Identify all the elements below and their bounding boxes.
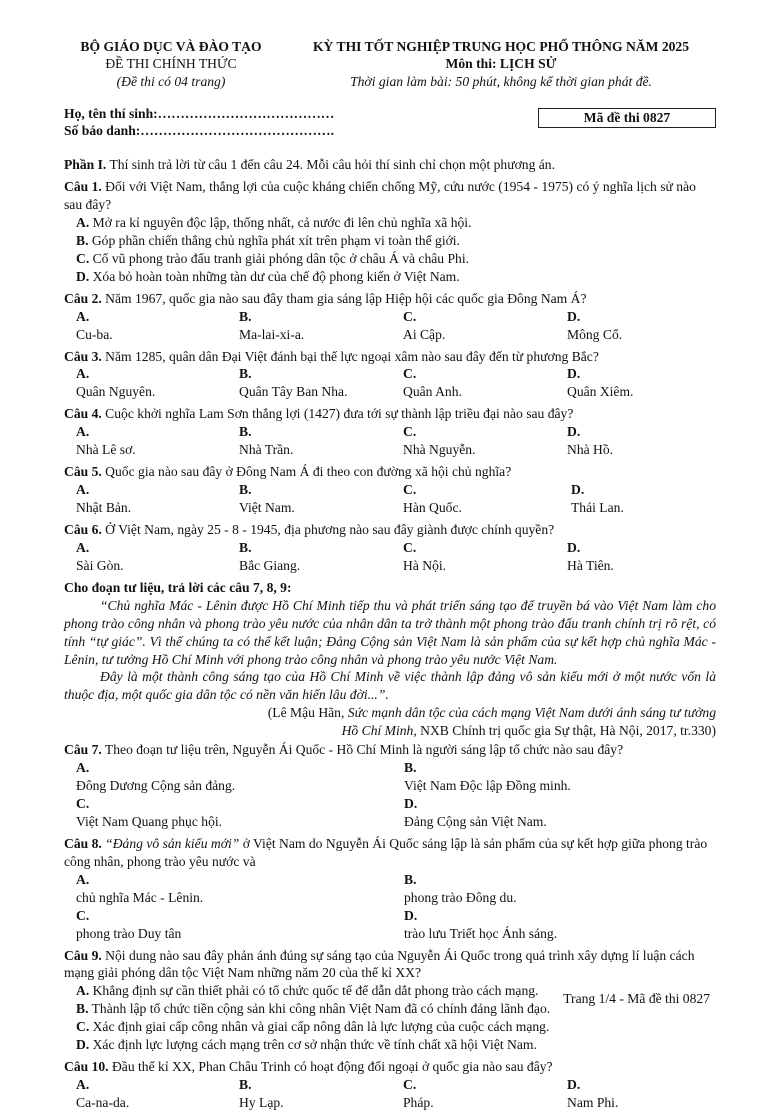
question-text: [64, 178, 716, 214]
question-4: [64, 405, 716, 459]
option-text: Việt Nam Quang phục hội.: [76, 813, 223, 829]
option-b: [64, 232, 716, 250]
option-text: Nam Phi.: [567, 1095, 619, 1111]
option-b: [239, 539, 403, 575]
option-letter: D.: [567, 424, 581, 440]
options-row-2: [64, 795, 716, 831]
option-text: Pháp.: [403, 1095, 434, 1111]
option-c: [403, 365, 567, 401]
passage-source-line-2: [64, 722, 716, 740]
options: [64, 308, 716, 344]
question-8: [64, 835, 716, 943]
option-letter: B.: [76, 1001, 89, 1017]
option-letter: A.: [76, 482, 90, 498]
question-body: Cuộc khởi nghĩa Lam Sơn thắng lợi (1427) đưa tới sự thành lập triều đại nào sau đây?: [101, 406, 574, 422]
options-row-2: [64, 907, 716, 943]
option-letter: C.: [76, 907, 90, 923]
option-b: [404, 759, 732, 795]
candidate-id-field: Số báo danh:…………………………………….: [64, 123, 335, 139]
option-d: [64, 1036, 716, 1054]
source-title: Sức mạnh dân tộc của cách mạng Việt Nam dưới ánh sáng tư tưởng: [347, 705, 716, 721]
option-text: Quân Tây Ban Nha.: [239, 384, 348, 400]
question-label: Câu 5.: [64, 464, 102, 480]
option-letter: D.: [567, 308, 581, 324]
question-text: [64, 290, 716, 308]
option-letter: B.: [404, 760, 417, 776]
option-letter: C.: [403, 482, 417, 498]
option-c: [76, 795, 404, 831]
options: [64, 1076, 716, 1112]
part-1-instruction: [64, 156, 716, 174]
option-text: Hà Nội.: [403, 557, 447, 573]
option-text: Nhà Hồ.: [567, 442, 614, 458]
option-letter: B.: [239, 424, 252, 440]
option-letter: B.: [239, 366, 252, 382]
option-letter: C.: [403, 539, 417, 555]
option-letter: B.: [404, 871, 417, 887]
candidate-lines: [64, 106, 334, 140]
part-label: Phần I.: [64, 157, 107, 173]
option-letter: C.: [403, 366, 417, 382]
passage-paragraph-2: Đây là một thành công sáng tạo của Hồ Chí Minh về việc thành lập đảng vô sản kiểu mới ở một nước vốn là thuộc địa, một quốc gia dân tộc có nền văn hiến lâu đời...”.: [64, 669, 716, 703]
options: [64, 423, 716, 459]
exam-title: KỲ THI TỐT NGHIỆP TRUNG HỌC PHỔ THÔNG NĂM 2025: [312, 39, 690, 54]
passage-paragraph-1: “Chủ nghĩa Mác - Lênin được Hồ Chí Minh tiếp thu và phát triển sáng tạo để truyền bá vào Việt Nam làm cho phong trào công nhân và phong trào yêu nước của nhân dân ta trở thành một phong trào đấu tranh chính trị rõ rệt, có tính “tự giác”. Vì thế chúng ta có thể kết luận; Đảng Cộng sản Việt Nam là sản phẩm của sự kết hợp chủ nghĩa Mác - Lênin, tư tưởng Hồ Chí Minh với phong trào công nhân và phong trào yêu nước Việt Nam.: [64, 597, 716, 667]
option-c: [403, 308, 567, 344]
option-letter: D.: [567, 1077, 581, 1093]
question-label: Câu 10.: [64, 1059, 109, 1075]
time-note: Thời gian làm bài: 50 phút, không kể thời gian phát đề.: [350, 73, 652, 89]
option-text: Việt Nam.: [239, 500, 295, 516]
question-body: Năm 1967, quốc gia nào sau đây tham gia sáng lập Hiệp hội các quốc gia Đông Nam Á?: [101, 290, 587, 306]
option-text: Mở ra kỉ nguyên độc lập, thống nhất, cả nước đi lên chủ nghĩa xã hội.: [89, 214, 472, 230]
question-text: [64, 348, 716, 366]
option-d: [567, 308, 731, 344]
question-text: [64, 521, 716, 539]
options-row-1: [64, 871, 716, 907]
option-c: [76, 907, 404, 943]
question-label: Câu 7.: [64, 742, 102, 758]
option-text: Ma-lai-xi-a.: [239, 326, 305, 342]
option-letter: A.: [76, 424, 90, 440]
official-exam-label: ĐỀ THI CHÍNH THỨC: [105, 56, 237, 72]
exam-header: [64, 38, 716, 90]
source-publisher: , NXB Chính trị quốc gia Sự thật, Hà Nội, 2017, tr.330): [413, 723, 716, 739]
option-text: Nhà Lê sơ.: [76, 442, 136, 458]
option-text: Đông Dương Cộng sản đảng.: [76, 778, 236, 794]
page-footer: Trang 1/4 - Mã đề thi 0827: [563, 991, 710, 1006]
question-body: Nội dung nào sau đây phản ánh đúng sự sáng tạo của Nguyễn Ái Quốc trong quá trình xây dựng lí luận cách mạng giải phóng dân tộc Việt Nam những năm 20 của thế kỉ XX?: [64, 947, 695, 981]
subject: Môn thi: LỊCH SỬ: [445, 56, 557, 72]
option-a: [76, 308, 239, 344]
option-c: [403, 1076, 567, 1112]
question-text: [64, 1058, 716, 1076]
question-label: Câu 9.: [64, 947, 102, 963]
option-letter: B.: [239, 539, 252, 555]
option-text: Quân Anh.: [403, 384, 462, 400]
question-label: Câu 4.: [64, 406, 102, 422]
option-text: Nhà Nguyễn.: [403, 442, 476, 458]
question-1: [64, 178, 716, 286]
source-title-end: Hồ Chí Minh: [341, 723, 414, 739]
option-text: Sài Gòn.: [76, 557, 124, 573]
option-text: Ai Cập.: [403, 326, 446, 342]
passage-intro: Cho đoạn tư liệu, trả lời các câu 7, 8, 9:: [64, 579, 292, 595]
option-a: [76, 423, 239, 459]
ministry-name: BỘ GIÁO DỤC VÀ ĐÀO TẠO: [80, 39, 262, 54]
option-text: Cổ vũ phong trào đấu tranh giải phóng dân tộc ở châu Á và châu Phi.: [89, 250, 470, 266]
candidate-name-field: Họ, tên thí sinh:…………………………………: [64, 106, 335, 122]
option-d: [404, 907, 732, 943]
question-text: [64, 947, 716, 983]
question-10: [64, 1058, 716, 1112]
option-letter: A.: [76, 366, 90, 382]
option-letter: A.: [76, 983, 90, 999]
question-body: Theo đoạn tư liệu trên, Nguyễn Ái Quốc - Hồ Chí Minh là người sáng lập tổ chức nào sau đây?: [101, 742, 624, 758]
option-text: Hà Tiên.: [567, 557, 614, 573]
question-body: ở Việt Nam do Nguyễn Ái Quốc sáng lập là sản phẩm của sự kết hợp giữa phong trào công nhân, phong trào yêu nước và: [64, 835, 708, 869]
option-letter: A.: [76, 760, 90, 776]
option-d: [404, 795, 732, 831]
option-letter: D.: [571, 482, 585, 498]
option-d: [567, 1076, 731, 1112]
question-7: [64, 741, 716, 831]
option-b: [239, 481, 403, 517]
exam-code-box: Mã đề thi 0827: [538, 108, 716, 128]
question-text: [64, 741, 716, 759]
part-instruction: Thí sinh trả lời từ câu 1 đến câu 24. Mỗi câu hỏi thí sinh chỉ chọn một phương án.: [106, 157, 555, 173]
option-a: [76, 481, 239, 517]
option-text: Hàn Quốc.: [403, 500, 462, 516]
option-text: Nhật Bản.: [76, 500, 132, 516]
options: [64, 481, 716, 517]
question-3: [64, 348, 716, 402]
option-d: [567, 481, 735, 517]
option-text: Quân Xiêm.: [567, 384, 634, 400]
option-text: Đảng Cộng sản Việt Nam.: [404, 813, 547, 829]
option-text: Thành lập tổ chức tiền cộng sản khi công nhân Việt Nam đã có chính đảng lãnh đạo.: [88, 1001, 551, 1017]
question-body: Quốc gia nào sau đây ở Đông Nam Á đi theo con đường xã hội chủ nghĩa?: [101, 464, 512, 480]
question-quote: “Đảng vô sản kiểu mới”: [101, 835, 240, 851]
question-text: [64, 463, 716, 481]
options: [64, 539, 716, 575]
option-text: Cu-ba.: [76, 326, 113, 342]
question-text: [64, 835, 716, 871]
option-text: Xác định giai cấp công nhân và giai cấp nông dân là lực lượng của cuộc cách mạng.: [89, 1019, 550, 1035]
option-letter: C.: [403, 424, 417, 440]
option-c: [403, 423, 567, 459]
option-letter: C.: [76, 250, 90, 266]
option-text: Góp phần chiến thắng chủ nghĩa phát xít trên phạm vi toàn thế giới.: [88, 232, 460, 248]
option-a: [64, 214, 716, 232]
option-letter: D.: [404, 907, 418, 923]
question-body: Đầu thế kỉ XX, Phan Châu Trinh có hoạt động đối ngoại ở quốc gia nào sau đây?: [108, 1059, 553, 1075]
option-a: [76, 871, 404, 907]
source-passage: [64, 579, 716, 740]
option-text: phong trào Duy tân: [76, 925, 182, 941]
question-text: [64, 405, 716, 423]
options: [64, 214, 716, 286]
question-2: [64, 290, 716, 344]
option-letter: C.: [76, 1019, 90, 1035]
option-letter: B.: [239, 1077, 252, 1093]
option-text: phong trào Đông du.: [404, 889, 517, 905]
option-text: chủ nghĩa Mác - Lênin.: [76, 889, 204, 905]
option-b: [239, 308, 403, 344]
candidate-info: [64, 106, 716, 140]
option-text: Quân Nguyên.: [76, 384, 156, 400]
option-a: [76, 759, 404, 795]
option-letter: D.: [567, 366, 581, 382]
option-b: [404, 871, 732, 907]
option-letter: D.: [76, 268, 90, 284]
question-body: Đối với Việt Nam, thắng lợi của cuộc kháng chiến chống Mỹ, cứu nước (1954 - 1975) có ý nghĩa lịch sử nào sau đây?: [64, 179, 696, 213]
option-d: [567, 365, 731, 401]
option-b: [239, 423, 403, 459]
option-d: [64, 268, 716, 286]
header-right: [278, 38, 716, 90]
option-letter: A.: [76, 539, 90, 555]
option-text: Xóa bỏ hoàn toàn những tàn dư của chế độ phong kiến ở Việt Nam.: [89, 268, 460, 284]
options: [64, 365, 716, 401]
question-5: [64, 463, 716, 517]
option-text: Việt Nam Độc lập Đồng minh.: [404, 778, 571, 794]
option-b: [239, 365, 403, 401]
option-letter: C.: [403, 308, 417, 324]
option-text: Thái Lan.: [571, 500, 624, 516]
source-author: (Lê Mậu Hãn,: [267, 705, 348, 721]
question-label: Câu 6.: [64, 521, 102, 537]
question-6: [64, 521, 716, 575]
option-text: Bắc Giang.: [239, 557, 301, 573]
option-letter: D.: [567, 539, 581, 555]
option-d: [567, 539, 731, 575]
option-a: [76, 539, 239, 575]
option-letter: A.: [76, 308, 90, 324]
option-d: [567, 423, 731, 459]
option-text: Nhà Trần.: [239, 442, 294, 458]
option-letter: A.: [76, 214, 90, 230]
option-letter: C.: [403, 1077, 417, 1093]
option-letter: B.: [239, 482, 252, 498]
option-text: Hy Lạp.: [239, 1095, 284, 1111]
option-letter: D.: [76, 1037, 90, 1053]
option-b: [239, 1076, 403, 1112]
option-letter: B.: [239, 308, 252, 324]
option-letter: C.: [76, 796, 90, 812]
question-body: Ở Việt Nam, ngày 25 - 8 - 1945, địa phương nào sau đây giành được chính quyền?: [101, 521, 555, 537]
option-letter: A.: [76, 871, 90, 887]
option-text: Khẳng định sự cần thiết phải có tổ chức quốc tế để dẫn dắt phong trào cách mạng.: [89, 983, 539, 999]
question-label: Câu 3.: [64, 348, 102, 364]
options-row-1: [64, 759, 716, 795]
option-letter: A.: [76, 1077, 90, 1093]
question-label: Câu 2.: [64, 290, 102, 306]
question-label: Câu 8.: [64, 835, 102, 851]
question-body: Năm 1285, quân dân Đại Việt đánh bại thế lực ngoại xâm nào sau đây đến từ phương Bắc?: [101, 348, 599, 364]
option-text: Xác định lực lượng cách mạng trên cơ sở nhận thức về tính chất xã hội Việt Nam.: [89, 1037, 537, 1053]
option-a: [76, 1076, 239, 1112]
option-a: [76, 365, 239, 401]
option-text: Ca-na-da.: [76, 1095, 130, 1111]
header-left: [64, 38, 278, 90]
option-c: [403, 481, 567, 517]
option-c: [403, 539, 567, 575]
option-c: [64, 250, 716, 268]
passage-source-line-1: [64, 704, 716, 722]
option-letter: D.: [404, 796, 418, 812]
pages-note: (Đề thi có 04 trang): [116, 73, 226, 89]
option-text: Mông Cổ.: [567, 326, 623, 342]
question-label: Câu 1.: [64, 179, 102, 195]
option-letter: B.: [76, 232, 89, 248]
option-c: [64, 1018, 716, 1036]
option-text: trào lưu Triết học Ánh sáng.: [404, 925, 558, 941]
